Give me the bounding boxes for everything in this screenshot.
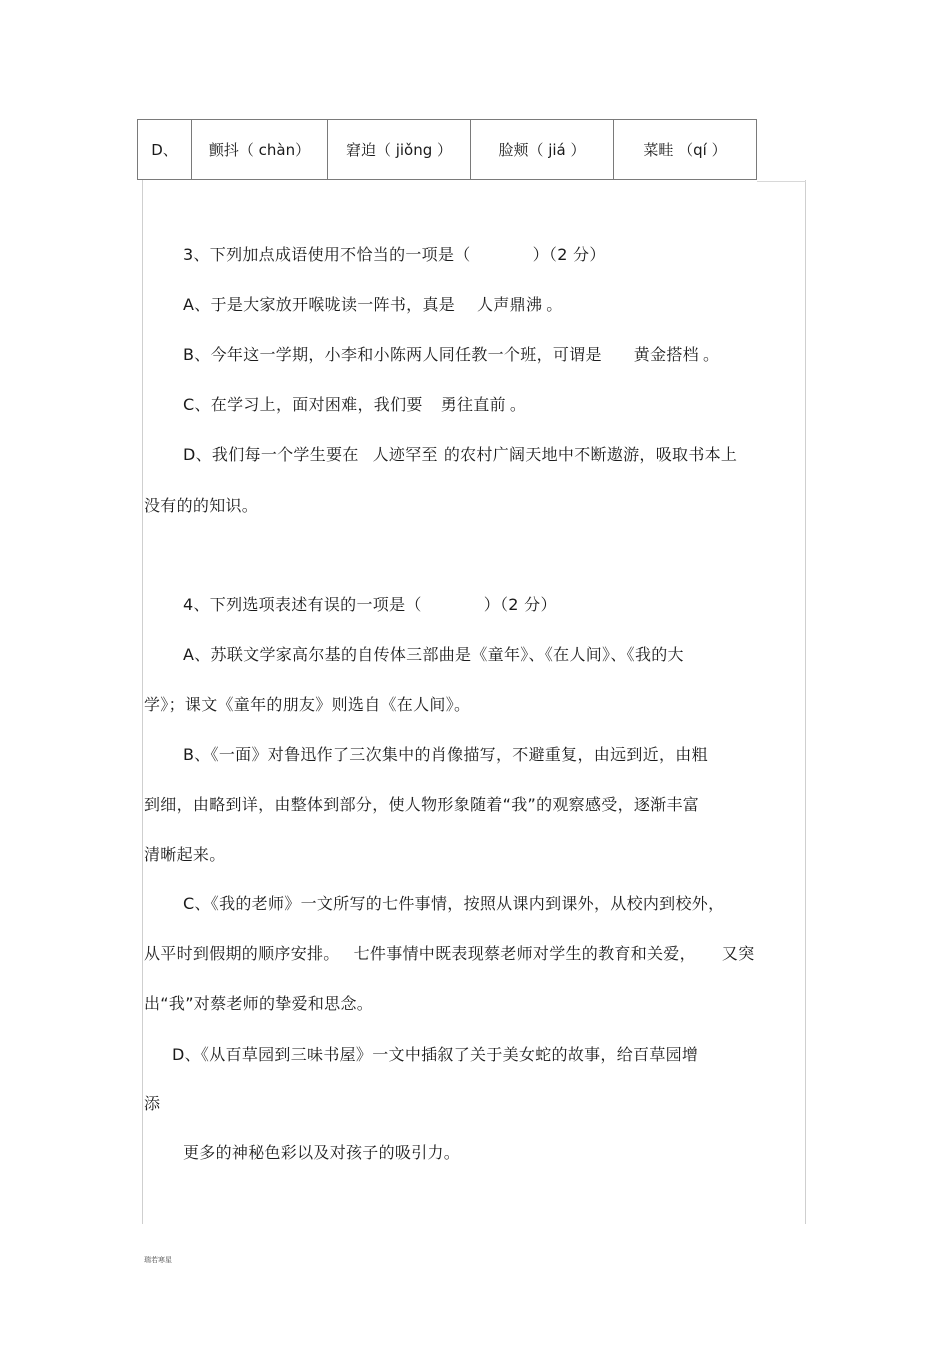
q4-stem-text: 4、下列选项表述有误的一项是（	[183, 595, 422, 614]
q3-stem-score: ）（2 分）	[532, 245, 606, 264]
q4-option-d-line1: D、《从百草园到三味书屋》一文中插叙了关于美女蛇的故事，给百草园增	[172, 1045, 699, 1064]
q4-option-d-line2: 添	[144, 1094, 161, 1113]
q3-stem-text: 3、下列加点成语使用不恰当的一项是（	[183, 245, 471, 264]
q3-option-c: C、在学习上，面对困难，我们要 勇往直前 。	[183, 395, 527, 414]
option-label-cell: D、	[138, 120, 192, 179]
option-d-table	[137, 119, 757, 180]
q3-option-d-line2: 没有的的知识。	[144, 496, 259, 515]
dotted-idiom: 黄金搭档	[633, 345, 699, 364]
q3-option-a: A、于是大家放开喉咙读一阵书，真是 人声鼎沸 。	[183, 295, 563, 314]
pinyin-cell: 颤抖（ chàn）	[192, 120, 328, 179]
frame-right-border	[805, 180, 806, 1224]
q4-stem-score: ）（2 分）	[483, 595, 557, 614]
q3-option-d-line1: D、我们每一个学生要在 人迹罕至 的农村广阔天地中不断遨游，吸取书本上	[183, 445, 738, 464]
dotted-idiom: 勇往直前	[440, 395, 506, 414]
dotted-idiom: 人声鼎沸	[477, 295, 543, 314]
pinyin-cell: 脸颊（ jiá ）	[471, 120, 614, 179]
q4-option-a-line2: 学》；课文《童年的朋友》则选自《在人间》。	[144, 695, 471, 714]
q4-option-c-line3: 出“我”对蔡老师的挚爱和思念。	[144, 994, 374, 1013]
frame-left-border	[142, 180, 143, 1224]
q4-option-a-line1: A、苏联文学家高尔基的自传体三部曲是《童年》、《在人间》、《我的大	[183, 645, 684, 664]
q4-option-d-line3: 更多的神秘色彩以及对孩子的吸引力。	[183, 1143, 461, 1162]
q4-option-b-line1: B、《一面》对鲁迅作了三次集中的肖像描写，不避重复，由远到近，由粗	[183, 745, 708, 764]
q4-option-b-line3: 清晰起来。	[144, 845, 226, 864]
frame-top-border	[757, 181, 806, 182]
q4-option-c-line2: 从平时到假期的顺序安排。 七件事情中既表现蔡老师对学生的教育和关爱， 又突	[144, 944, 755, 963]
q4-stem	[183, 595, 557, 615]
q4-option-c-line1: C、《我的老师》一文所写的七件事情，按照从课内到课外，从校内到校外，	[183, 894, 725, 913]
pinyin-cell: 窘迫（ jiǒng ）	[328, 120, 471, 179]
q4-option-b-line2: 到细，由略到详，由整体到部分，使人物形象随着“我”的观察感受，逐渐丰富	[144, 795, 700, 814]
q3-option-b: B、今年这一学期，小李和小陈两人同任教一个班，可谓是 黄金搭档 。	[183, 345, 720, 364]
dotted-idiom: 人迹罕至	[372, 445, 438, 464]
pinyin-cell: 菜畦 （qí ）	[643, 141, 727, 159]
q3-stem	[183, 245, 606, 265]
footer-watermark-text: 瑞若寒星	[144, 1256, 172, 1264]
